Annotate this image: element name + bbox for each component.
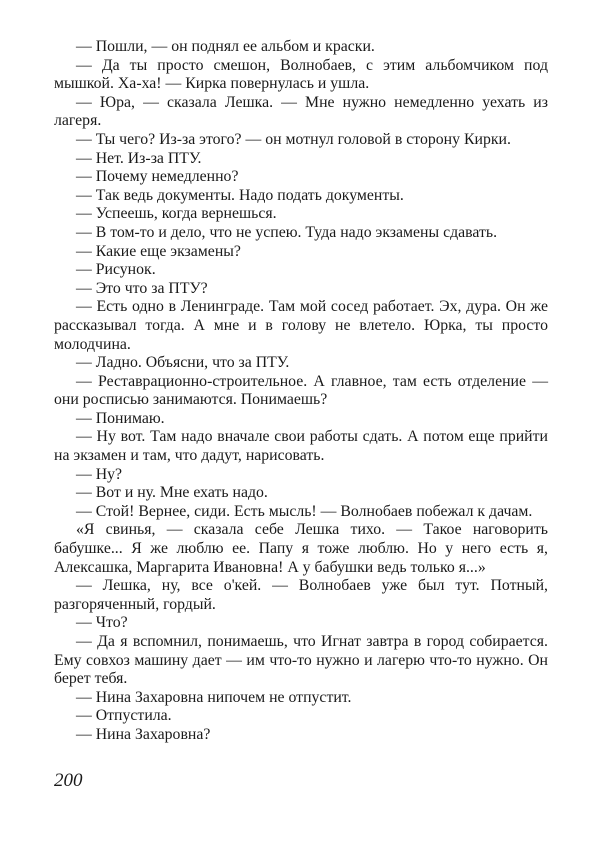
paragraph: — Ты чего? Из-за этого? — он мотнул головой в сторону Кирки. — [76, 130, 511, 148]
paragraph: — Да ты просто смешон, Волнобаев, с этим альбомчиком под мышкой. Ха-ха! — Кирка повернулась и ушла. — [54, 56, 548, 93]
paragraph: — В том-то и дело, что не успею. Туда надо экзамены сдавать. — [76, 223, 498, 241]
paragraph: — Понимаю. — [76, 409, 165, 427]
paragraph: — Ладно. Объясни, что за ПТУ. — [76, 354, 290, 372]
paragraph: — Рисунок. — [76, 261, 156, 279]
paragraph: — Стой! Вернее, сиди. Есть мысль! — Волнобаев побежал к дачам. — [76, 502, 533, 520]
paragraph: — Отпустила. — [76, 707, 172, 725]
paragraph: — Так ведь документы. Надо подать документы. — [76, 186, 404, 204]
page-number: 200 — [54, 770, 83, 791]
paragraph: — Какие еще экзамены? — [76, 242, 241, 260]
paragraph: — Лешка, ну, все о'кей. — Волнобаев уже был тут. Потный, разгоряченный, гордый. — [54, 577, 548, 613]
paragraph: — Нина Захаровна? — [76, 725, 211, 743]
paragraph: — Юра, — сказала Лешка. — Мне нужно немедленно уехать из лагеря. — [54, 93, 548, 130]
paragraph: — Нина Захаровна нипочем не отпустит. — [76, 688, 352, 706]
paragraph: — Нет. Из-за ПТУ. — [76, 149, 202, 167]
paragraph: — Что? — [76, 614, 128, 632]
paragraph: — Ну? — [76, 465, 123, 483]
page-text — [54, 38, 548, 745]
paragraph: — Это что за ПТУ? — [76, 279, 208, 297]
paragraph: — Вот и ну. Мне ехать надо. — [76, 484, 268, 502]
paragraph: — Есть одно в Ленинграде. Там мой сосед работает. Эх, дура. Он же рассказывал тогда. А мне и в голову не влетело. Юрка, ты просто молодчина. — [54, 298, 548, 353]
paragraph: — Успеешь, когда вернешься. — [76, 205, 277, 223]
paragraph: — Почему немедленно? — [76, 168, 239, 186]
paragraph: — Ну вот. Там надо вначале свои работы сдать. А потом еще прийти на экзамен и там, что дадут, нарисовать. — [54, 428, 548, 465]
paragraph: — Да я вспомнил, понимаешь, что Игнат завтра в город собирается. Ему совхоз машину дает — им что-то нужно и лагерю что-то нужно. Он берет тебя. — [54, 633, 548, 688]
paragraph: — Реставрационно-строительное. А главное, там есть отделение — они росписью занимаются. Понимаешь? — [54, 372, 548, 409]
paragraph: «Я свинья, — сказала себе Лешка тихо. — Такое наговорить бабушке... Я же люблю ее. Папу я тоже люблю. Но у него есть я, Алексашка, Маргарита Ивановна! А у бабушки ведь только я...» — [54, 521, 548, 576]
paragraph: — Пошли, — он поднял ее альбом и краски. — [76, 38, 375, 55]
